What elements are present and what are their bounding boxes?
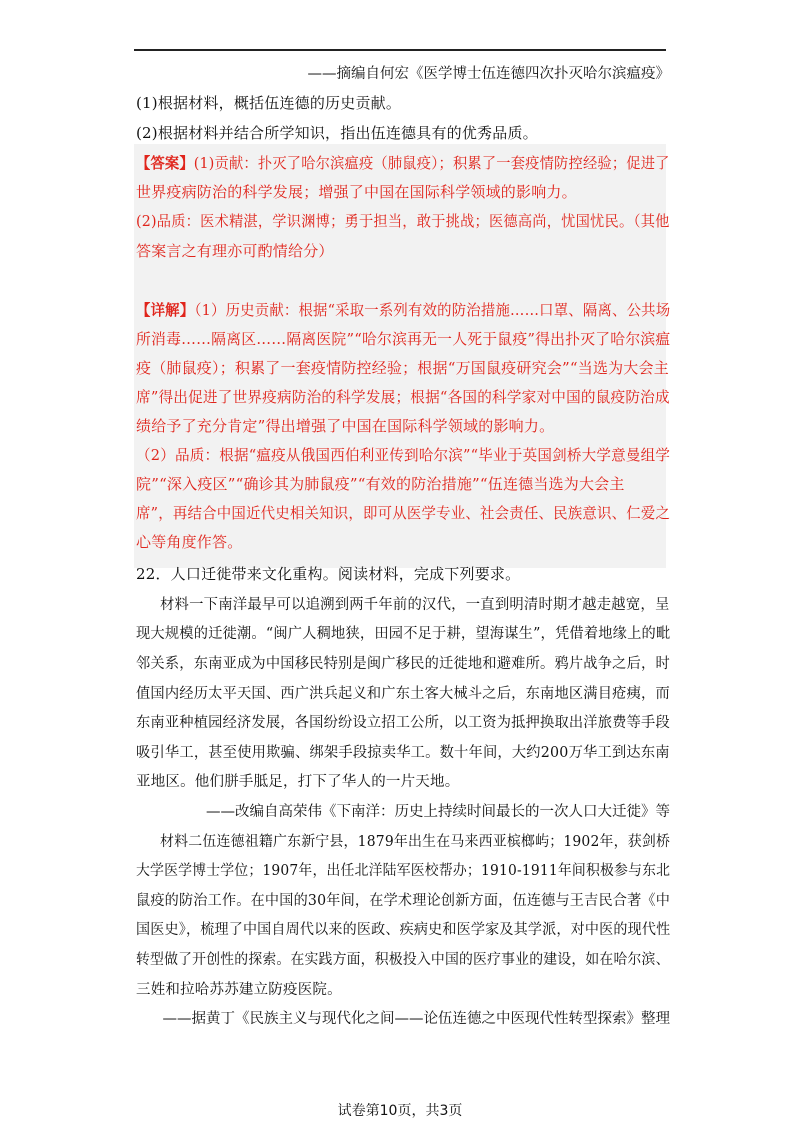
- material2-line-2: 大学医学博士学位；1907年，出任北洋陆军医校帮办；1910-1911年间积极参与东北: [136, 863, 671, 879]
- answer-line-1: 【答案】(1)贡献：扑灭了哈尔滨瘟疫（肺鼠疫）；积累了一套疫情防控经验；促进了: [136, 154, 670, 172]
- material2-line-4: 国医史》，梳理了中国自周代以来的医政、疾病史和医学家及其学派，对中医的现代性: [136, 922, 671, 938]
- material1-line-5: 东南亚种植园经济发展，各国纷纷设立招工公所，以工资为抵押换取出洋旅费等手段: [136, 715, 670, 731]
- material2-line-5: 转型做了开创性的探索。在实践方面，积极投入中国的医疗事业的建设，如在哈尔滨、: [136, 952, 670, 968]
- material1-line-3: 邻关系，东南亚成为中国移民特别是闽广移民的迁徙地和避难所。鸦片战争之后，时: [136, 656, 670, 672]
- material2-line-3: 鼠疫的防治工作。在中国的30年间，在学术理论创新方面，伍连德与王吉民合著《中: [136, 893, 671, 909]
- material1-line-7: 亚地区。他们胼手胝足，打下了华人的一片天地。: [136, 774, 460, 790]
- page-footer: 试卷第10页，共3页: [337, 1103, 463, 1119]
- answer-line-3: (2)品质：医术精湛，学识渊博；勇于担当，敢于挑战；医德高尚，忧国忧民。（其他: [136, 212, 670, 230]
- detail-line-2: 所消毒……隔离区……隔离医院”“哈尔滨再无一人死于鼠疫”得出扑灭了哈尔滨瘟: [136, 330, 671, 348]
- answer-tag: 【答案】: [136, 154, 194, 172]
- answer-line-4: 答案言之有理亦可酌情给分）: [136, 242, 334, 260]
- source-citation-2: ——改编自高荣伟《下南洋：历史上持续时间最长的一次人口大迁徙》等: [206, 804, 670, 820]
- material2-line-1: 材料二伍连德祖籍广东新宁县，1879年出生在马来西亚槟榔屿；1902年，获剑桥: [160, 834, 671, 850]
- source-citation-1: ——摘编自何宏《医学博士伍连德四次扑灭哈尔滨瘟疫》: [307, 66, 670, 82]
- detail-line-4: 席”得出促进了世界疫病防治的科学发展；根据“各国的科学家对中国的鼠疫防治成: [136, 388, 670, 406]
- question-2: (2)根据材料并结合所学知识，指出伍连德具有的优秀品质。: [136, 124, 538, 142]
- material1-line-1: 材料一下南洋最早可以追溯到两千年前的汉代，一直到明清时期才越走越宽，呈: [160, 597, 670, 613]
- question-1: (1)根据材料，概括伍连德的历史贡献。: [136, 94, 402, 112]
- detail-line-5: 绩给予了充分肯定”得出增强了中国在国际科学领域的影响力。: [136, 417, 555, 435]
- detail-line-9: 心等角度作答。: [136, 533, 243, 551]
- material1-line-6: 吸引华工，甚至使用欺骗、绑架手段掠卖华工。数十年间，大约200万华工到达东南: [136, 745, 670, 761]
- answer-line-2: 世界疫病防治的科学发展；增强了中国在国际科学领域的影响力。: [136, 183, 577, 201]
- detail-line-3: 疫（肺鼠疫）；积累了一套疫情防控经验；根据“万国鼠疫研究会”“当选为大会主: [136, 359, 669, 377]
- material2-line-6: 三姓和拉哈苏苏建立防疫医院。: [136, 982, 342, 998]
- header-rule: [134, 49, 666, 51]
- material1-line-4: 值国内经历太平天国、西广洪兵起义和广东土客大械斗之后，东南地区满目疮痍，而: [136, 686, 670, 702]
- detail-line-1: 【详解】（1）历史贡献：根据“采取一系列有效的防治措施……口罩、隔离、公共场: [136, 301, 671, 319]
- detail-tag: 【详解】: [136, 301, 195, 319]
- detail-line-8: 席”，再结合中国近代史相关知识，即可从医学专业、社会责任、民族意识、仁爱之: [136, 504, 671, 522]
- question-22: 22．人口迁徙带来文化重构。阅读材料，完成下列要求。: [136, 565, 521, 583]
- source-citation-3: ——据黄丁《民族主义与现代化之间——论伍连德之中医现代性转型探索》整理: [162, 1011, 670, 1027]
- detail-line-7: 院”“深入疫区”“确诊其为肺鼠疫”“有效的防治措施”“伍连德当选为大会主: [136, 475, 625, 493]
- material1-line-2: 现大规模的迁徙潮。“闽广人稠地狭，田园不足于耕，望海谋生”，凭借着地缘上的毗: [136, 626, 671, 642]
- detail-line-6: （2）品质：根据“瘟疫从俄国西伯利亚传到哈尔滨”“毕业于英国剑桥大学意曼组学: [136, 446, 671, 464]
